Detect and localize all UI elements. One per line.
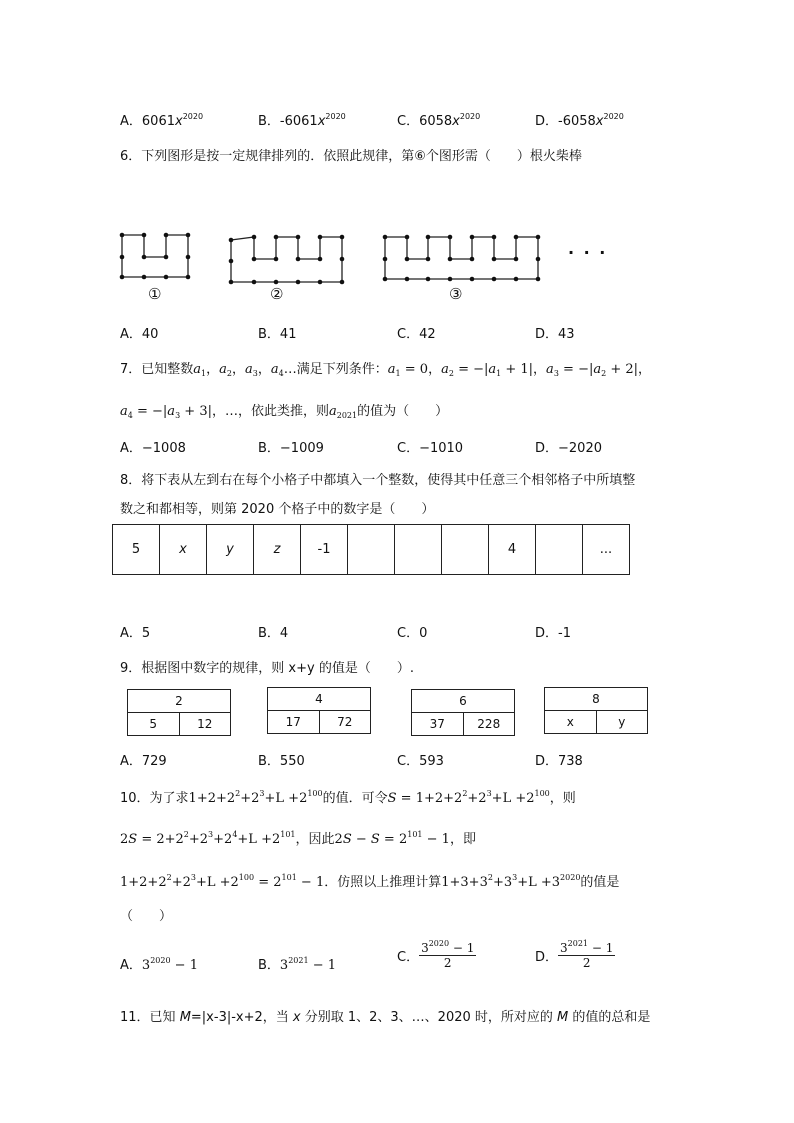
q9-option-d: D．738 — [535, 754, 583, 769]
q6-option-d: D．43 — [535, 327, 575, 342]
q9-option-b: B．550 — [258, 754, 305, 769]
figure-ellipsis: · · · — [568, 243, 608, 262]
grid-cell — [348, 525, 395, 575]
q7-option-c: C．−1010 — [397, 441, 464, 456]
box-left: x — [545, 711, 597, 733]
q10-line-2: $2S = 2+2^2+2^3+2^4+L +2^{101}$，因此$2S - S = 2^{101} - 1$，即 — [120, 830, 476, 847]
box-left: 37 — [412, 713, 464, 735]
q5-option-b: B．$-6061x^{2020}$ — [258, 112, 346, 129]
q10-line-1: 10．为了求$1+2+2^2+2^3+L +2^{100}$的值．可令$S = 1+2+2^2+2^3+L +2^{100}$，则 — [120, 789, 576, 806]
q8-option-a: A．5 — [120, 626, 151, 641]
q6-option-b: B．41 — [258, 327, 297, 342]
q10-option-c: C． $\frac{3^{2020} - 1}{2}$ — [397, 939, 475, 970]
q7-option-b: B．−1009 — [258, 441, 324, 456]
q8-line-2: 数之和都相等，则第 2020 个格子中的数字是（ ） — [120, 502, 435, 517]
q6-option-c: C．42 — [397, 327, 436, 342]
q11-question: 11．已知 M=|x-3|-x+2，当 x 分别取 1、2、3、…、2020 时，所对应的 M 的值的总和是 — [120, 1010, 651, 1025]
q5-option-a: A．$6061x^{2020}$ — [120, 112, 204, 129]
q7-line-2: $a_4 = -|a_3 + 3|$，…，依此类推，则$a_{2021}$的值为（ ） — [120, 404, 449, 420]
q8-option-d: D．-1 — [535, 626, 571, 641]
box-top: 6 — [412, 690, 514, 713]
q7-option-a: A．−1008 — [120, 441, 186, 456]
q10-option-a: A．$3^{2020} - 1$ — [120, 956, 198, 973]
figure-label-1: ① — [148, 285, 162, 303]
q5-option-c: C．$6058x^{2020}$ — [397, 112, 481, 129]
grid-cell: ... — [583, 525, 630, 575]
q8-line-1: 8．将下表从左到右在每个小格子中都填入一个整数，使得其中任意三个相邻格子中所填整 — [120, 473, 636, 488]
grid-cell: -1 — [301, 525, 348, 575]
grid-cell: 5 — [113, 525, 160, 575]
q9-option-c: C．593 — [397, 754, 444, 769]
figure-2 — [231, 237, 342, 282]
grid-cell: 4 — [489, 525, 536, 575]
q7-option-d: D．−2020 — [535, 441, 602, 456]
number-grid — [112, 524, 630, 575]
figure-1 — [122, 235, 188, 277]
box-top: 2 — [128, 690, 230, 713]
q8-option-c: C．0 — [397, 626, 428, 641]
q10-option-b: B．$3^{2021} - 1$ — [258, 956, 336, 973]
grid-cell — [395, 525, 442, 575]
number-box-1 — [127, 689, 231, 736]
box-left: 5 — [128, 713, 180, 735]
number-box-2 — [267, 687, 371, 734]
figure-label-3: ③ — [449, 285, 463, 303]
figure-label-2: ② — [270, 285, 284, 303]
box-right: 228 — [477, 717, 501, 731]
q10-line-4: （ ） — [120, 909, 173, 924]
box-right: y — [618, 715, 626, 729]
q9-option-a: A．729 — [120, 754, 167, 769]
box-right: 72 — [337, 715, 353, 729]
box-top: 8 — [545, 688, 647, 711]
grid-cell: y — [207, 525, 254, 575]
grid-cell: z — [254, 525, 301, 575]
matchstick-figures — [110, 225, 630, 310]
grid-cell — [442, 525, 489, 575]
box-top: 4 — [268, 688, 370, 711]
box-right: 12 — [197, 717, 213, 731]
q6-option-a: A．40 — [120, 327, 159, 342]
q10-option-d: D． $\frac{3^{2021} - 1}{2}$ — [535, 939, 614, 970]
q6-question: 6．下列图形是按一定规律排列的．依照此规律，第⑥个图形需（ ）根火柴棒 — [120, 149, 582, 164]
q8-option-b: B．4 — [258, 626, 289, 641]
grid-cell — [536, 525, 583, 575]
q10-line-3: $1+2+2^2+2^3+L +2^{100} = 2^{101} - 1$．仿照以上推理计算$1+3+3^2+3^3+L +3^{2020}$的值是 — [120, 873, 620, 890]
grid-cell: x — [160, 525, 207, 575]
number-box-4 — [544, 687, 648, 734]
number-box-3 — [411, 689, 515, 736]
q9-question: 9．根据图中数字的规律，则 x+y 的值是（ ）. — [120, 661, 414, 676]
q5-option-d: D．$-6058x^{2020}$ — [535, 112, 624, 129]
q7-line-1: 7．已知整数$a_1$，$a_2$，$a_3$，$a_4\dots$满足下列条件：$a_1 = 0$，$a_2 = -|a_1 + 1|$，$a_3 = -|a_2 + 2|$， — [120, 362, 652, 378]
box-left: 17 — [268, 711, 320, 733]
